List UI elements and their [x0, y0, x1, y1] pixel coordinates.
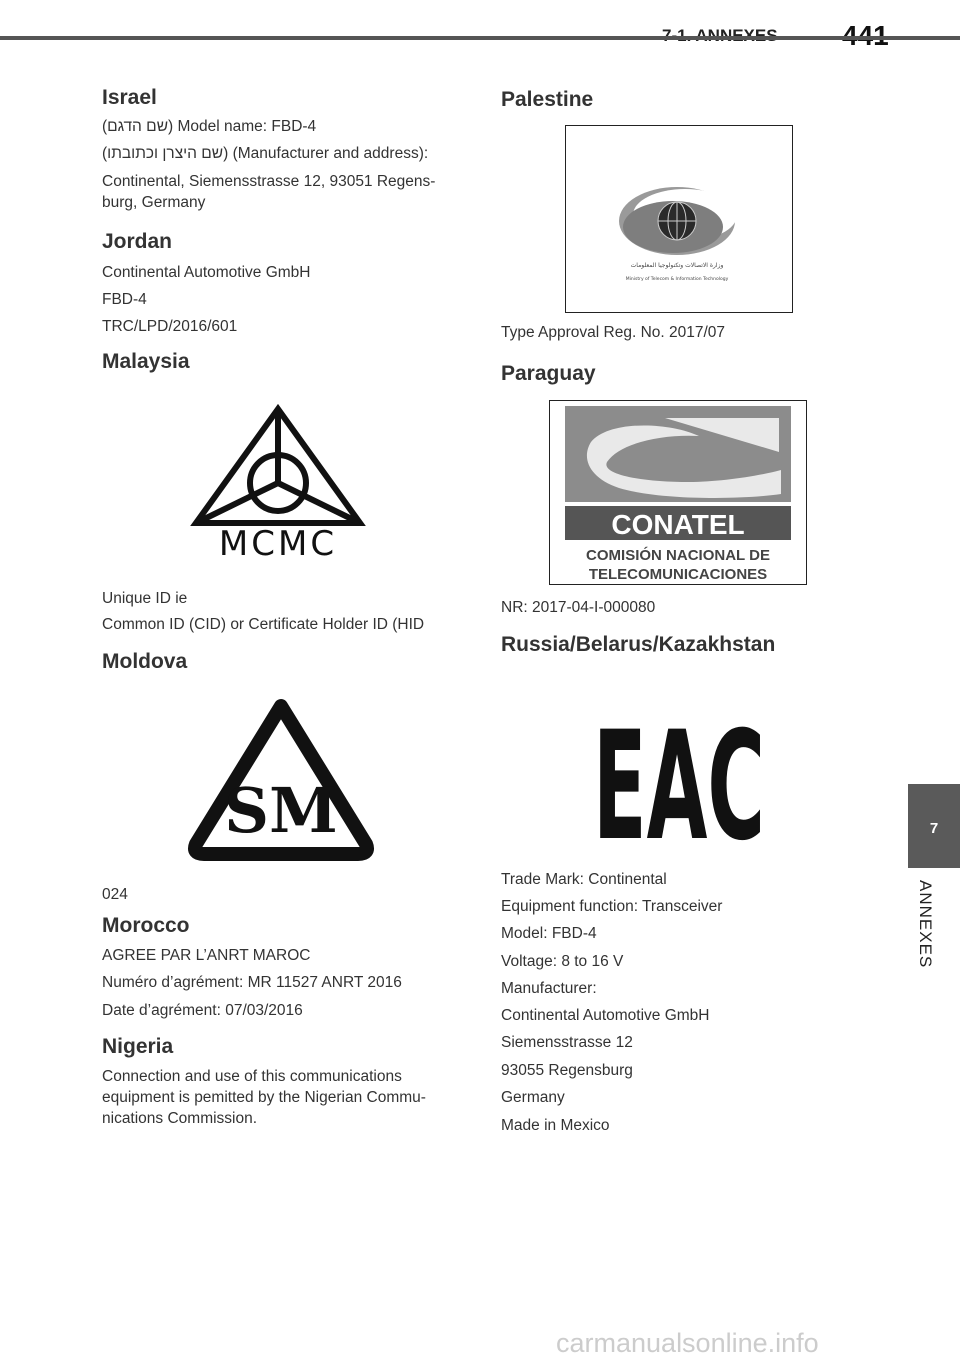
palestine-approval: Type Approval Reg. No. 2017/07 [501, 324, 726, 341]
paraguay-heading: Paraguay [501, 362, 596, 385]
moldova-heading: Moldova [102, 650, 188, 673]
chapter-number: 7 [929, 820, 939, 837]
moldova-code: 024 [102, 886, 128, 903]
russia-line: Voltage: 8 to 16 V [501, 953, 624, 970]
conatel-brand: CONATEL [611, 509, 745, 540]
russia-line: 93055 Regensburg [501, 1062, 633, 1079]
morocco-heading: Morocco [102, 914, 190, 937]
eac-mark-text: EAC [593, 700, 765, 874]
israel-model-line: (שם הדגם) Model name: FBD-4 [102, 118, 317, 135]
conatel-logo [549, 400, 807, 585]
eac-mark [590, 690, 768, 874]
chapter-side-label: ANNEXES [916, 880, 935, 969]
russia-line: Continental Automotive GmbH [501, 1007, 710, 1024]
conatel-line1: COMISIÓN NACIONAL DE [586, 547, 770, 564]
moldova-logo-text: SM [224, 774, 338, 847]
morocco-line: Numéro d’agrément: MR 11527 ANRT 2016 [102, 974, 402, 991]
malaysia-heading: Malaysia [102, 350, 190, 373]
chapter-tab[interactable] [908, 784, 960, 868]
moldova-sm-logo [188, 698, 374, 860]
malaysia-line: Common ID (CID) or Certificate Holder ID (HID [102, 616, 425, 633]
russia-line: Siemensstrasse 12 [501, 1034, 633, 1051]
israel-manufacturer-line: (שם היצרן וכתובתו) (Manufacturer and address): [102, 145, 429, 162]
palestine-logo-caption-ar: وزارة الاتصالات وتكنولوجيا المعلومات [630, 262, 724, 269]
palestine-logo-caption-en: Ministry of Telecom & Information Technology [625, 277, 729, 282]
mcmc-logo [188, 405, 368, 564]
nigeria-text: Connection and use of this communications equipment is pemitted by the Nigerian Commu-nications Commission. [102, 1068, 426, 1127]
mcmc-logo-text: MCMC [218, 524, 338, 564]
paraguay-number: NR: 2017-04-I-000080 [501, 599, 656, 616]
nigeria-heading: Nigeria [102, 1035, 174, 1058]
russia-heading: Russia/Belarus/Kazakhstan [501, 633, 776, 656]
russia-line: Germany [501, 1089, 565, 1106]
malaysia-line: Unique ID ie [102, 590, 188, 607]
jordan-line: TRC/LPD/2016/601 [102, 318, 238, 335]
russia-line: Trade Mark: Continental [501, 871, 667, 888]
israel-heading: Israel [102, 86, 157, 109]
morocco-line: Date d’agrément: 07/03/2016 [102, 1002, 303, 1019]
russia-line: Model: FBD-4 [501, 925, 597, 942]
palestine-heading: Palestine [501, 88, 594, 111]
israel-address-line: Continental, Siemensstrasse 12, 93051 Regens-burg, Germany [102, 173, 436, 211]
header-rule [0, 36, 960, 40]
morocco-line: AGREE PAR L’ANRT MAROC [102, 947, 311, 964]
jordan-line: FBD-4 [102, 291, 147, 308]
palestine-mtit-logo [565, 125, 793, 313]
russia-line: Equipment function: Transceiver [501, 898, 723, 915]
russia-line: Manufacturer: [501, 980, 597, 997]
watermark: carmanualsonline.info [556, 1328, 819, 1358]
jordan-line: Continental Automotive GmbH [102, 264, 311, 281]
conatel-line2: TELECOMUNICACIONES [588, 566, 768, 583]
jordan-heading: Jordan [102, 230, 173, 253]
russia-line: Made in Mexico [501, 1117, 610, 1134]
